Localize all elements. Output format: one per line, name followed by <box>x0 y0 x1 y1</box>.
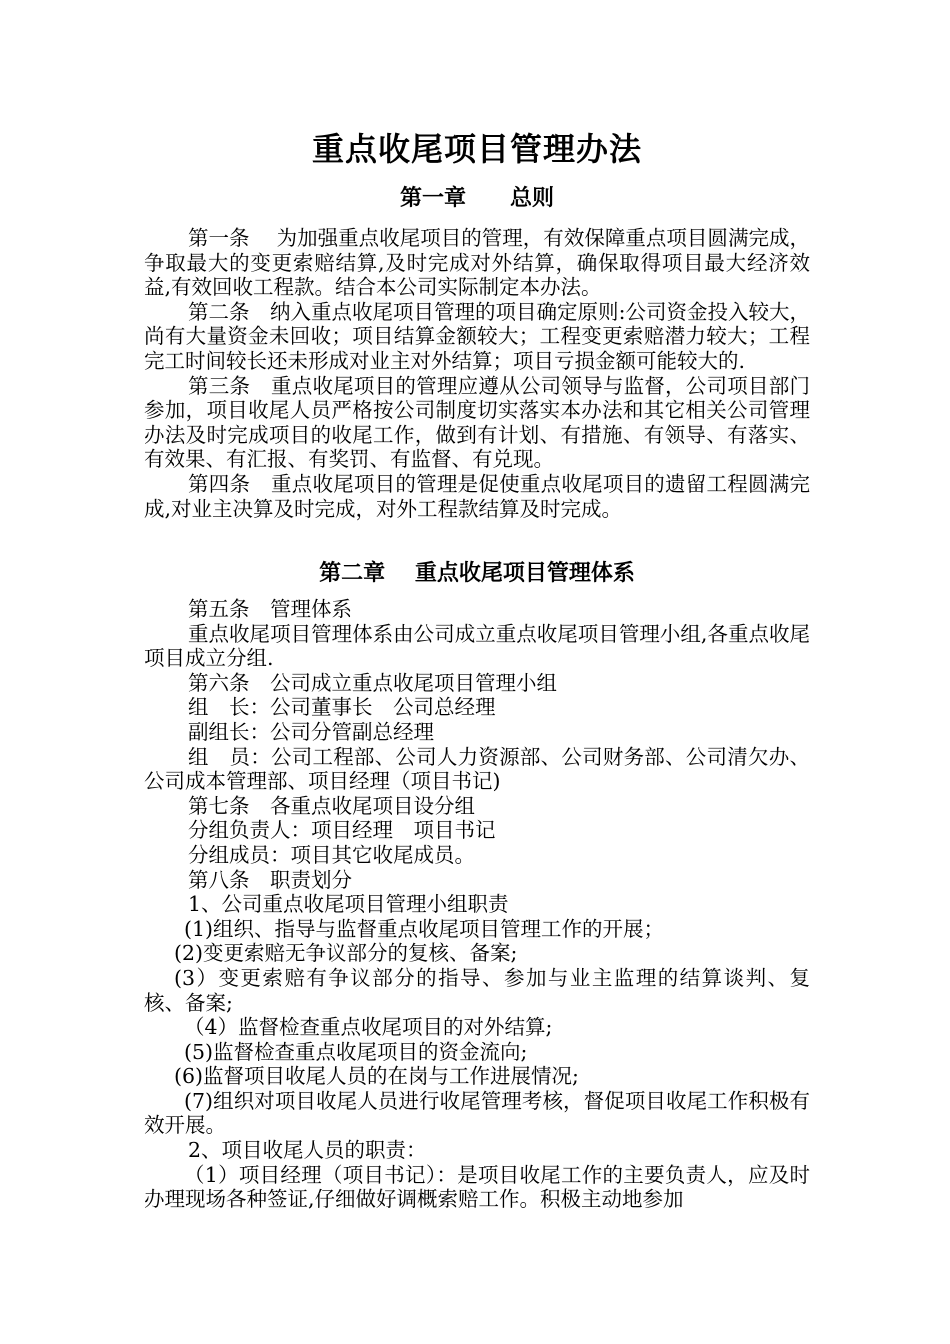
duty-item-3: (3）变更索赔有争议部分的指导、参加与业主监理的结算谈判、复核、备案; <box>144 965 810 1015</box>
deputy-leader-line: 副组长：公司分管副总经理 <box>188 719 434 744</box>
article-4: 第四条 重点收尾项目的管理是促使重点收尾项目的遗留工程圆满完成,对业主决算及时完成，对外工程款结算及时完成。 <box>144 471 810 521</box>
chapter-1-body <box>144 226 810 521</box>
duty-item-5: (5)监督检查重点收尾项目的资金流向; <box>184 1039 528 1064</box>
duty-item-pm: （1）项目经理（项目书记）：是项目收尾工作的主要负责人，应及时办理现场各种签证,仔细做好调概索赔工作。积极主动地参加 <box>144 1162 810 1212</box>
article-1: 第一条 为加强重点收尾项目的管理，有效保障重点项目圆满完成，争取最大的变更索赔结算,及时完成对外结算，确保取得项目最大经济效益,有效回收工程款。结合本公司实际制定本办法。 <box>144 226 810 300</box>
article-8-heading: 第八条 职责划分 <box>188 867 352 892</box>
duty-item-2: (2)变更索赔无争议部分的复核、备案; <box>174 941 518 966</box>
duty-item-6: (6)监督项目收尾人员的在岗与工作进展情况; <box>174 1064 579 1089</box>
article-7-heading: 第七条 各重点收尾项目设分组 <box>188 793 475 818</box>
duty-item-1: (1)组织、指导与监督重点收尾项目管理工作的开展； <box>184 916 665 941</box>
article-6-heading: 第六条 公司成立重点收尾项目管理小组 <box>188 670 557 695</box>
group-members-line: 组 员：公司工程部、公司人力资源部、公司财务部、公司清欠办、公司成本管理部、项目经理（项目书记) <box>144 744 810 794</box>
duty-item-4: （4）监督检查重点收尾项目的对外结算; <box>184 1015 553 1040</box>
duty-section-1: 1、公司重点收尾项目管理小组职责 <box>188 892 509 917</box>
chapter-2-body <box>144 597 810 1212</box>
article-5-text: 重点收尾项目管理体系由公司成立重点收尾项目管理小组,各重点收尾项目成立分组. <box>144 621 810 671</box>
article-5-heading: 第五条 管理体系 <box>188 597 352 621</box>
subgroup-members-line: 分组成员：项目其它收尾成员。 <box>188 842 475 867</box>
group-leader-line: 组 长：公司董事长 公司总经理 <box>188 695 496 720</box>
duty-item-7: (7)组织对项目收尾人员进行收尾管理考核，督促项目收尾工作积极有效开展。 <box>144 1088 810 1138</box>
duty-section-2: 2、项目收尾人员的职责： <box>188 1138 427 1163</box>
chapter-2-heading: 第二章 重点收尾项目管理体系 <box>319 561 635 586</box>
subgroup-leader-line: 分组负责人：项目经理 项目书记 <box>188 818 496 843</box>
chapter-1-heading: 第一章 总则 <box>399 186 554 211</box>
article-2: 第二条 纳入重点收尾项目管理的项目确定原则:公司资金投入较大，尚有大量资金未回收；项目结算金额较大；工程变更索赔潜力较大；工程完工时间较长还未形成对业主对外结算；项目亏损金额可能较大的. <box>144 299 810 373</box>
document-title: 重点收尾项目管理办法 <box>311 130 642 168</box>
article-3: 第三条 重点收尾项目的管理应遵从公司领导与监督，公司项目部门参加，项目收尾人员严格按公司制度切实落实本办法和其它相关公司管理办法及时完成项目的收尾工作，做到有计划、有措施、有领导、有落实、有效果、有汇报、有奖罚、有监督、有兑现。 <box>144 373 810 472</box>
